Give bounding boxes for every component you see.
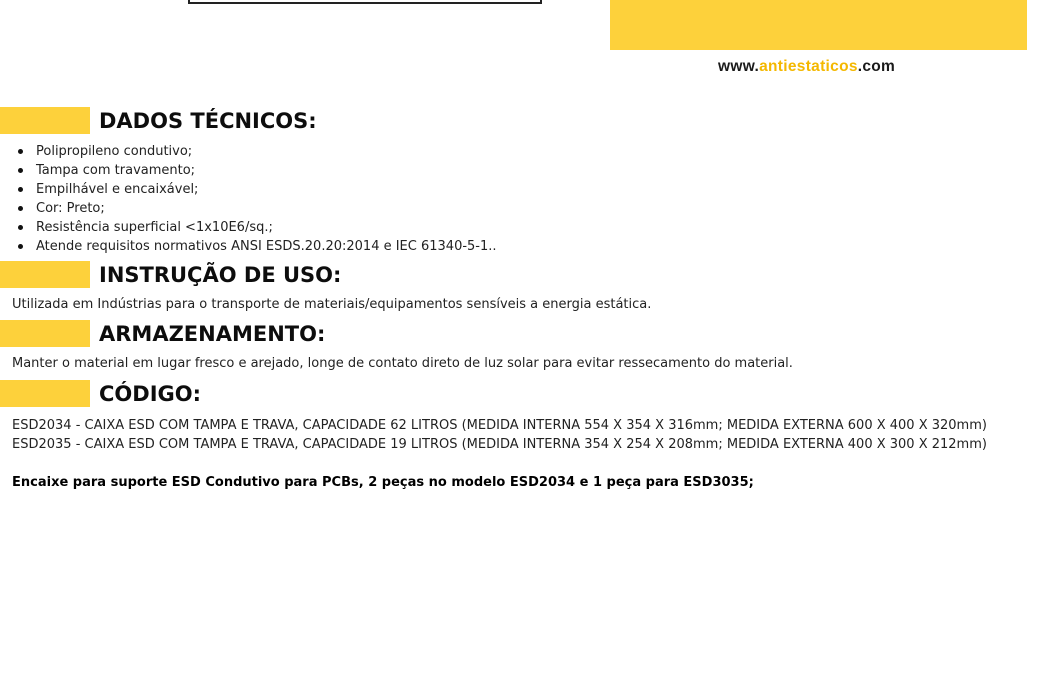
armazenamento-text: Manter o material em lugar fresco e arejado, longe de contato direto de luz solar para evitar ressecamento do material.: [12, 356, 793, 371]
codigo-section-title: CÓDIGO:: [99, 382, 201, 406]
dados-section-title: DADOS TÉCNICOS:: [99, 109, 317, 133]
list-item-text: Empilhável e encaixável;: [36, 182, 199, 197]
instrucao-section-bar: [0, 261, 90, 288]
bullet-icon: [18, 225, 23, 230]
list-item-text: Cor: Preto;: [36, 201, 105, 216]
armazenamento-section-title: ARMAZENAMENTO:: [99, 322, 326, 346]
list-item-text: Resistência superficial <1x10E6/sq.;: [36, 220, 273, 235]
list-item-text: Polipropileno condutivo;: [36, 144, 193, 159]
header-yellow-banner: [610, 0, 1027, 50]
codigo-section-bar: [0, 380, 90, 407]
codigo-note: Encaixe para suporte ESD Condutivo para PCBs, 2 peças no modelo ESD2034 e 1 peça para ESD3035;: [12, 475, 754, 490]
list-item: [18, 218, 497, 237]
list-item: [18, 199, 497, 218]
website-suffix: .com: [857, 58, 896, 75]
product-image-frame: [188, 0, 542, 4]
instrucao-section-title: INSTRUÇÃO DE USO:: [99, 263, 342, 287]
list-item: [18, 180, 497, 199]
codigo-line: ESD2035 - CAIXA ESD COM TAMPA E TRAVA, CAPACIDADE 19 LITROS (MEDIDA INTERNA 354 X 254 X 208mm; MEDIDA EXTERNA 400 X 300 X 212mm): [12, 437, 987, 452]
instrucao-text: Utilizada em Indústrias para o transporte de materiais/equipamentos sensíveis a energia estática.: [12, 297, 652, 312]
bullet-icon: [18, 187, 23, 192]
dados-section-bar: [0, 107, 90, 134]
bullet-icon: [18, 168, 23, 173]
website-prefix: www.: [718, 58, 760, 75]
codigo-line: ESD2034 - CAIXA ESD COM TAMPA E TRAVA, CAPACIDADE 62 LITROS (MEDIDA INTERNA 554 X 354 X 316mm; MEDIDA EXTERNA 600 X 400 X 320mm): [12, 418, 987, 433]
list-item: [18, 161, 497, 180]
dados-list: [18, 142, 497, 256]
website-link[interactable]: [718, 58, 895, 76]
list-item: [18, 237, 497, 256]
list-item-text: Tampa com travamento;: [36, 163, 196, 178]
bullet-icon: [18, 206, 23, 211]
list-item: [18, 142, 497, 161]
website-accent: antiestaticos: [759, 58, 858, 75]
armazenamento-section-bar: [0, 320, 90, 347]
bullet-icon: [18, 149, 23, 154]
bullet-icon: [18, 244, 23, 249]
list-item-text: Atende requisitos normativos ANSI ESDS.20.20:2014 e IEC 61340-5-1..: [36, 239, 497, 254]
